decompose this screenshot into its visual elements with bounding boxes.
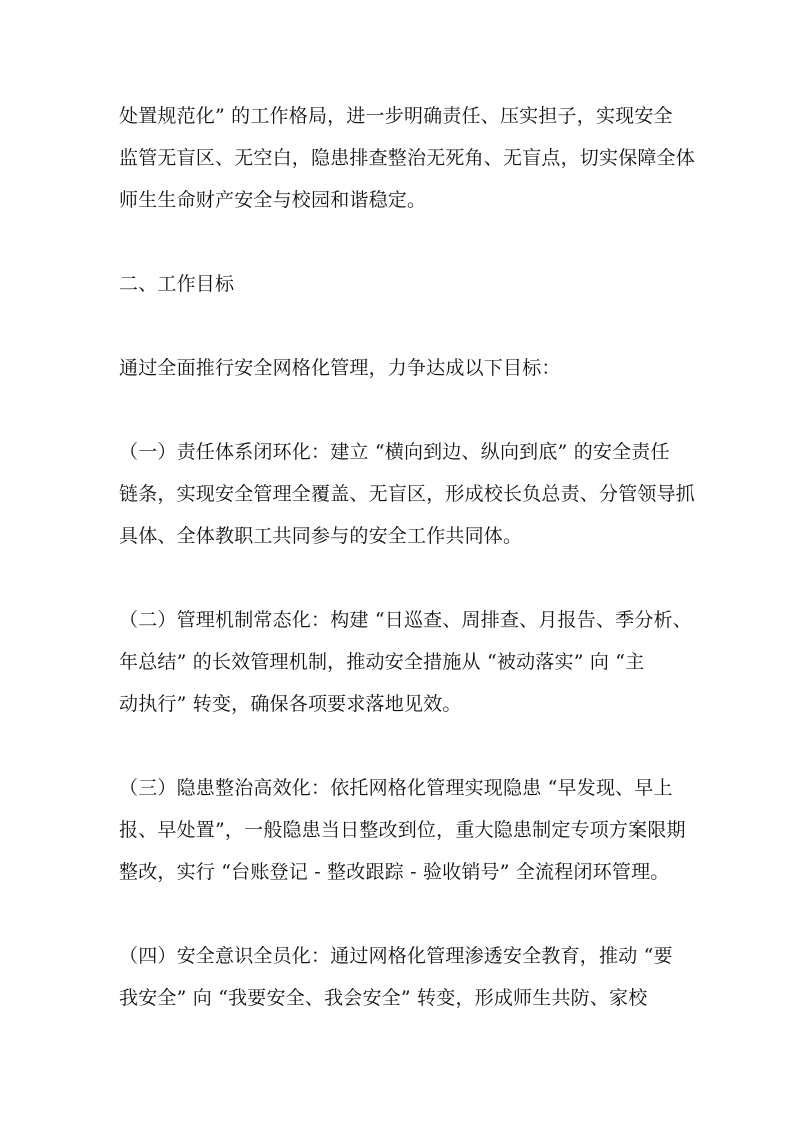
paragraph-line: 链条，实现安全管理全覆盖、无盲区，形成校长负总责、分管领导抓: [119, 483, 696, 505]
paragraph-line: （二）管理机制常态化：构建 “日巡查、周排查、月报告、季分析、: [119, 609, 692, 631]
paragraph-line: 我安全” 向 “我要安全、我会安全” 转变，形成师生共防、家校: [119, 987, 648, 1009]
paragraph-line: 通过全面推行安全网格化管理，力争达成以下目标：: [119, 357, 561, 379]
paragraph-line: 年总结” 的长效管理机制，推动安全措施从 “被动落实” 向 “主: [119, 651, 645, 673]
goals-lead-paragraph: [119, 347, 679, 389]
goal-2-paragraph: [119, 599, 692, 725]
paragraph-line: （四）安全意识全员化：通过网格化管理渗透安全教育，推动 “要: [119, 945, 673, 967]
paragraph-line: 师生生命财产安全与校园和谐稳定。: [119, 189, 427, 211]
paragraph-line: 报、早处置”，一般隐患当日整改到位，重大隐患制定专项方案限期: [119, 819, 686, 841]
paragraph-line: 处置规范化” 的工作格局，进一步明确责任、压实担子，实现安全: [119, 105, 673, 127]
paragraph-line: 具体、全体教职工共同参与的安全工作共同体。: [119, 525, 523, 547]
goal-4-paragraph: [119, 935, 679, 1019]
paragraph-line: 整改，实行 “台账登记 - 整改跟踪 - 验收销号” 全流程闭环管理。: [119, 861, 670, 883]
paragraph-line: 监管无盲区、无空白，隐患排查整治无死角、无盲点，切实保障全体: [119, 147, 696, 169]
goal-1-paragraph: [119, 431, 696, 557]
goal-3-paragraph: [119, 767, 686, 893]
section-heading: [119, 263, 679, 305]
section-heading-text: 二、工作目标: [119, 273, 235, 295]
paragraph-line: （三）隐患整治高效化：依托网格化管理实现隐患 “早发现、早上: [119, 777, 673, 799]
paragraph-line: 动执行” 转变，确保各项要求落地见效。: [119, 693, 462, 715]
intro-paragraph: [119, 95, 696, 221]
paragraph-line: （一）责任体系闭环化：建立 “横向到边、纵向到底” 的安全责任: [119, 441, 670, 463]
